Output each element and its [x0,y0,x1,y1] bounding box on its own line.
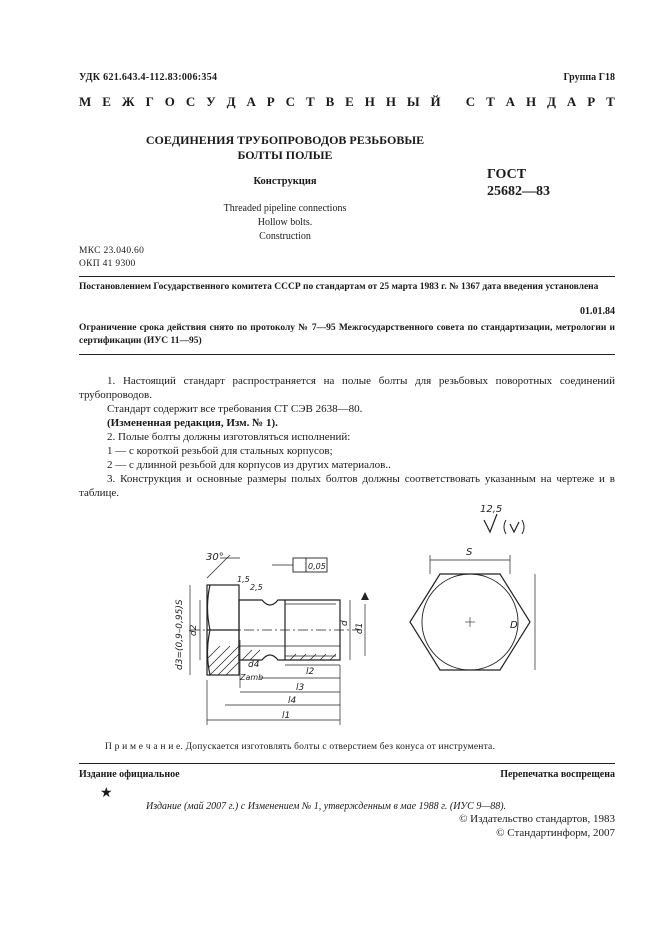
D-label: D [510,620,518,631]
heading-letter: А [246,94,256,109]
paragraph-1: 1. Настоящий стандарт распространяется на полые болты для резьбовых поворотных соединений трубопроводов. [79,375,615,401]
edition-info: Издание (май 2007 г.) с Изменением № 1, утвержденным в мае 1988 г. (ИУС 9—88). [146,801,507,812]
heading-letter: Т [486,94,495,109]
heading-letter: Н [385,94,396,109]
roughness-value: 12,5 [480,504,503,515]
heading-letter: А [566,94,577,109]
udk-code: УДК 621.643.4-112.83:006:354 [79,72,218,83]
heading-letter: У [206,94,216,109]
english-line-2: Hollow bolts. [257,217,313,228]
official-edition: Издание официальное [79,769,180,780]
radius-label-2: 1,5 [237,575,250,584]
heading-letter: Й [430,94,441,109]
heading-letter: Е [102,94,111,109]
english-line-1: Threaded pipeline connections [223,203,347,214]
heading-letter: Г [145,94,154,109]
paragraph-4: 2. Полые болты должны изготовляться исполнений: [107,431,351,443]
radius-label: 2,5 [250,583,263,592]
paragraph-2: Стандарт содержит все требования СТ СЭВ 2638—80. [107,403,363,415]
title-line-2: БОЛТЫ ПОЛЫЕ [237,148,333,162]
heading-letter: Т [606,94,615,109]
copyright-1983: © Издательство стандартов, 1983 [459,813,615,825]
heading-letter [452,94,455,110]
paragraph-3: (Измененная редакция, Изм. № 1). [107,417,278,429]
heading-letter: Ж [121,94,135,109]
d1-label: d1 [355,622,365,634]
copyright-2007: © Стандартинформ, 2007 [496,827,615,839]
heading-letter: О [164,94,175,109]
heading-letter: В [325,94,335,109]
heading-letter: С [465,94,476,109]
paragraph-7: 3. Конструкция и основные размеры полых болтов должны соответствовать указанным на чертеже и в таблице. [79,473,615,499]
zamb-label: Zamb [240,673,264,682]
group-code: Группа Г18 [563,72,615,83]
d4-label: d4 [248,660,260,670]
heading-letter: М [79,94,92,109]
heading-letter: Н [364,94,375,109]
reprint-notice: Перепечатка воспрещена [500,769,615,780]
heading-letter: Р [587,94,596,109]
classification-codes [79,245,144,271]
gost-number [487,166,550,200]
english-title [120,202,450,244]
heading-letter: С [185,94,196,109]
drawing-note: П р и м е ч а н и е. Допускается изготовлять болты с отверстием без конуса от инструмента. [105,742,496,752]
heading-letter: Е [345,94,354,109]
mks-code: МКС 23.040.60 [79,246,145,256]
gost-label: ГОСТ [487,167,527,182]
l3-label: l3 [296,683,305,693]
gost-code: 25682—83 [487,184,550,199]
roughness-symbol [484,514,497,532]
heading-letter: С [285,94,296,109]
heading-letter: А [505,94,516,109]
heading-letter: Д [226,94,236,109]
paragraph-6: 2 — с длинной резьбой для корпусов из других материалов.. [107,459,391,471]
english-line-3: Construction [259,231,311,242]
l2-label: l2 [306,667,315,677]
d2-label: d2 [189,624,199,636]
heading-letter: Д [547,94,556,109]
divider-footer [79,763,615,764]
divider-top [79,276,615,277]
decree-text: Постановлением Государственного комитета СССР по стандартам от 25 марта 1983 г. № 1367 дата введения установлена [79,282,599,292]
l1-label: l1 [282,711,291,721]
star-icon: ★ [100,786,113,801]
restriction-text: Ограничение срока действия снято по протоколу № 7—95 Межгосударственного совета по стандартизации, метрологии и сертификации (ИУС 11—95) [79,323,615,346]
roughness-symbol-small [510,522,519,532]
l4-label: l4 [288,696,297,706]
bolt-drawing [0,500,661,735]
chamfer-angle: 30° [206,552,224,563]
d3-label: d3=(0,9–0,95)S [175,599,185,670]
heading-letter: Р [266,94,275,109]
intro-date: 01.01.84 [580,306,615,317]
heading-letter: Т [305,94,315,109]
title-line-1: СОЕДИНЕНИЯ ТРУБОПРОВОДОВ РЕЗЬБОВЫЕ [145,133,425,147]
okp-code: ОКП 41 9300 [79,259,136,269]
tolerance-value: 0,05 [308,562,326,571]
s-label: S [466,547,473,558]
document-subtitle: Конструкция [253,176,317,187]
heading-letter: Ы [406,94,420,109]
d-label: d [340,620,350,626]
body-text [79,374,615,500]
divider-bottom [79,354,615,355]
paragraph-5: 1 — с короткой резьбой для стальных корпусов; [107,445,333,457]
heading-letter: Н [525,94,537,109]
interstate-standard-heading [79,94,615,110]
document-title [120,133,450,163]
